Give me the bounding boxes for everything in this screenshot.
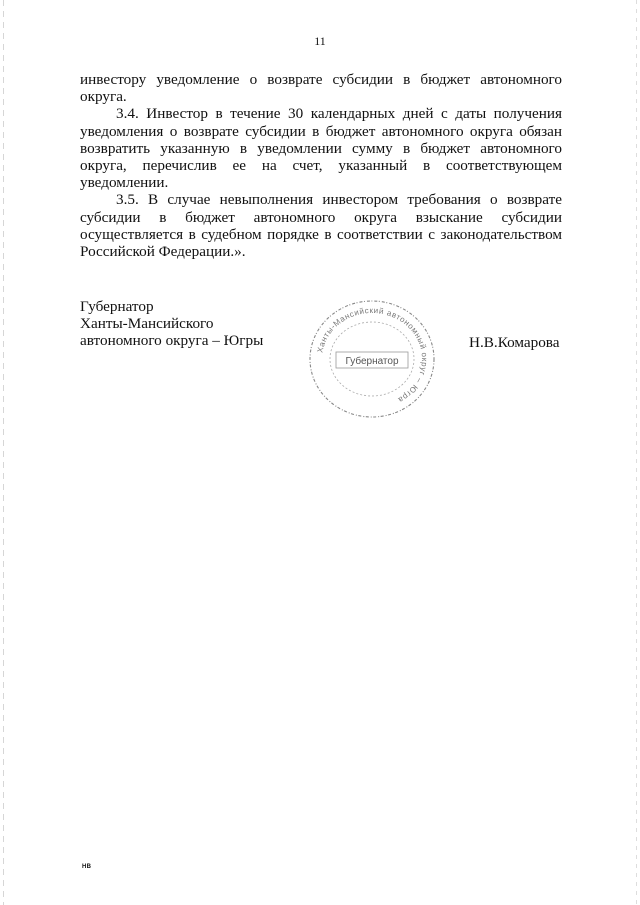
paragraph-3-4: 3.4. Инвестор в течение 30 календарных дней с даты получения уведомления о возврате субсидии в бюджет автономного округа обязан возвратить указанную в уведомлении сумму в бюджет автономного округа, перечислив ее на счет, указанный в соответствующем уведомлении. (80, 105, 562, 192)
seal-ring-text: Ханты-Мансийский автономный округ – Югра (315, 305, 430, 405)
paragraph-continuation: инвестору уведомление о возврате субсидии в бюджет автономного округа. (80, 71, 562, 106)
footer-initials: НВ (82, 864, 92, 870)
scan-edge-left (3, 0, 4, 905)
signature-title-line: Губернатор (80, 298, 154, 315)
document-body (80, 71, 562, 260)
signature-title-line: Ханты-Мансийского (80, 315, 214, 333)
signature-title-line: автономного округа – Югры (80, 332, 264, 350)
signer-name: Н.В.Комарова (469, 334, 560, 351)
signature-title (80, 298, 263, 350)
scan-edge-right (636, 0, 637, 905)
official-seal (302, 294, 442, 424)
paragraph-3-5: 3.5. В случае невыполнения инвестором требования о возврате субсидии в бюджет автономного округа взыскание субсидии осуществляется в судебном порядке в соответствии с законодательством Российской Федерации.». (80, 191, 562, 261)
page-number: 11 (314, 34, 326, 48)
seal-center-text: Губернатор (345, 356, 399, 367)
